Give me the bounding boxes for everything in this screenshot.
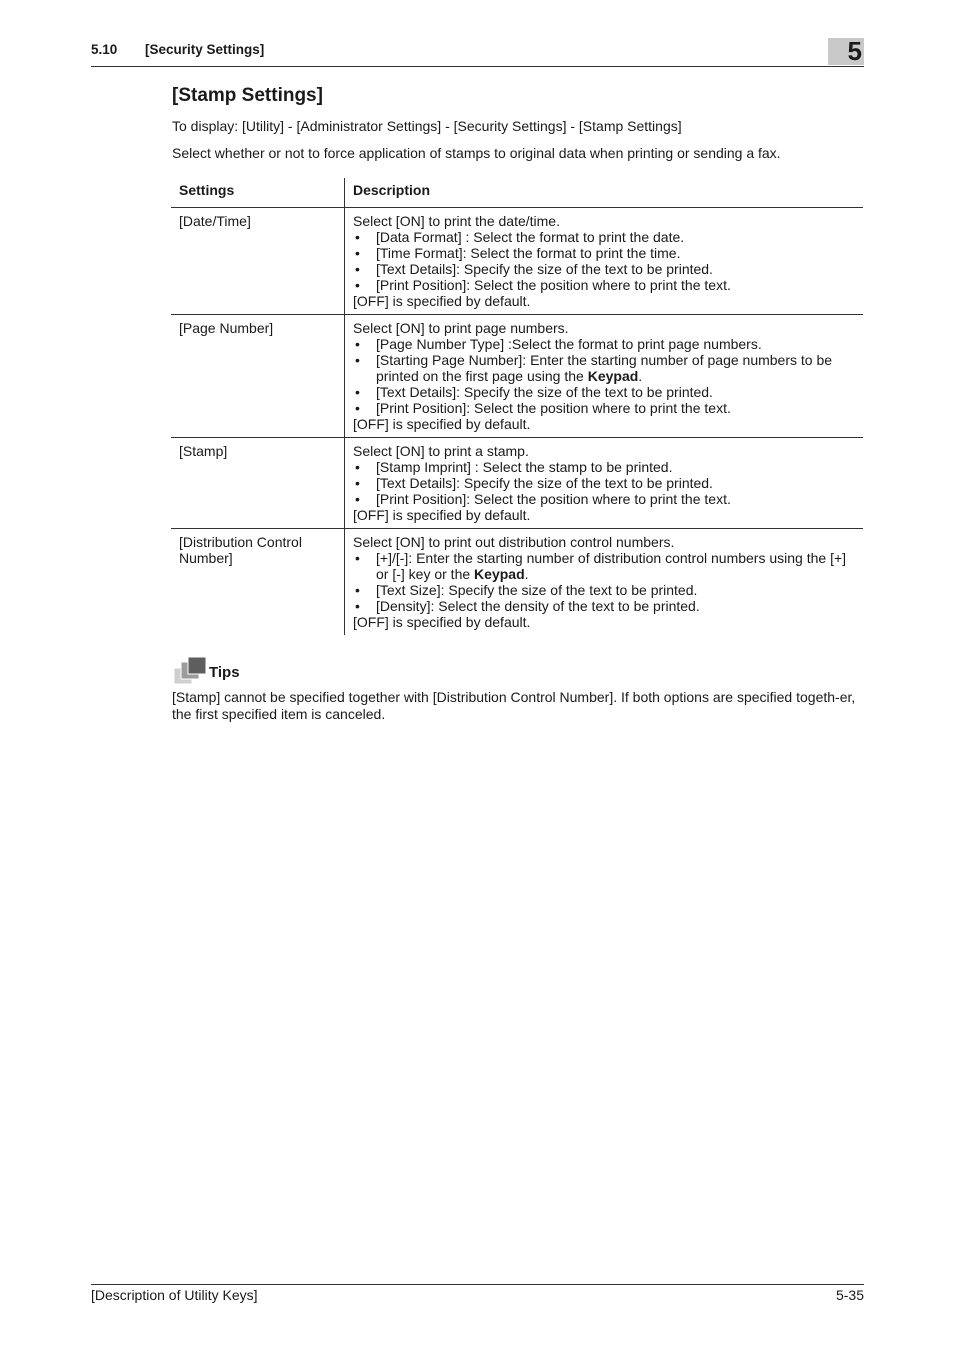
table-row [171,438,863,529]
list-item: • [Stamp Imprint] : Select the stamp to be printed. [353,459,855,475]
column-header-description: Description [345,178,864,208]
running-header [91,40,864,67]
option-list [353,550,855,614]
list-item: • [Density]: Select the density of the text to be printed. [353,598,855,614]
setting-description [345,208,864,315]
list-item-text: [+]/[-]: Enter the starting number of distribution control numbers using the [+] or [-] key or the [376,550,847,582]
table-row [171,529,863,636]
list-item: • [Time Format]: Select the format to print the time. [353,245,855,261]
chapter-tab [828,38,864,65]
description-default: [OFF] is specified by default. [353,416,531,432]
tips-pages-icon [172,656,208,686]
navigation-path: To display: [Utility] - [Administrator Settings] - [Security Settings] - [Stamp Settings] [172,118,682,134]
setting-name: [Page Number] [171,315,345,438]
table-row [171,208,863,315]
setting-name: [Distribution Control Number] [171,529,345,636]
keypad-term: Keypad [474,566,525,582]
list-item: • [Text Size]: Specify the size of the text to be printed. [353,582,855,598]
page-number: 5-35 [835,1287,864,1303]
list-item: • [Page Number Type] :Select the format to print page numbers. [353,336,855,352]
list-item-text: . [524,566,529,582]
list-item: • [Text Details]: Specify the size of the text to be printed. [353,261,855,277]
description-lead: Select [ON] to print the date/time. [353,213,560,229]
settings-table [171,178,863,635]
option-list [353,336,855,416]
description-lead: Select [ON] to print a stamp. [353,443,529,459]
setting-description [345,529,864,636]
chapter-number: 5 [847,36,862,66]
page-footer [91,1284,864,1303]
list-item: • [Print Position]: Select the position where to print the text. [353,400,855,416]
section-title: [Security Settings] [145,42,265,57]
footer-chapter-title: [Description of Utility Keys] [91,1287,258,1303]
table-row [171,315,863,438]
setting-name: [Date/Time] [171,208,345,315]
list-item: • [Data Format] : Select the format to print the date. [353,229,855,245]
section-number: 5.10 [91,42,118,57]
intro-paragraph: Select whether or not to force application of stamps to original data when printing or sending a fax. [172,145,781,161]
list-item: • [Print Position]: Select the position where to print the text. [353,277,855,293]
description-lead: Select [ON] to print page numbers. [353,320,569,336]
keypad-term: Keypad [587,368,639,384]
description-default: [OFF] is specified by default. [353,507,531,523]
list-item: • [Print Position]: Select the position where to print the text. [353,491,855,507]
list-item-text: . [638,368,643,384]
setting-description [345,315,864,438]
setting-description [345,438,864,529]
list-item [353,550,855,582]
page-title: [Stamp Settings] [172,85,323,106]
description-lead: Select [ON] to print out distribution control numbers. [353,534,675,550]
tips-label: Tips [209,664,240,681]
column-header-settings: Settings [171,178,345,208]
list-item: • [Text Details]: Specify the size of the text to be printed. [353,384,855,400]
table-header-row [171,178,863,208]
description-default: [OFF] is specified by default. [353,293,531,309]
option-list [353,229,855,293]
list-item-text: [Starting Page Number]: Enter the starting number of page numbers to be printed on the first page using the [376,352,833,384]
option-list [353,459,855,507]
setting-name: [Stamp] [171,438,345,529]
tips-text: [Stamp] cannot be specified together with [Distribution Control Number]. If both options are specified togeth-er, the first specified item is canceled. [172,689,856,722]
list-item [353,352,855,384]
list-item: • [Text Details]: Specify the size of the text to be printed. [353,475,855,491]
description-default: [OFF] is specified by default. [353,614,531,630]
